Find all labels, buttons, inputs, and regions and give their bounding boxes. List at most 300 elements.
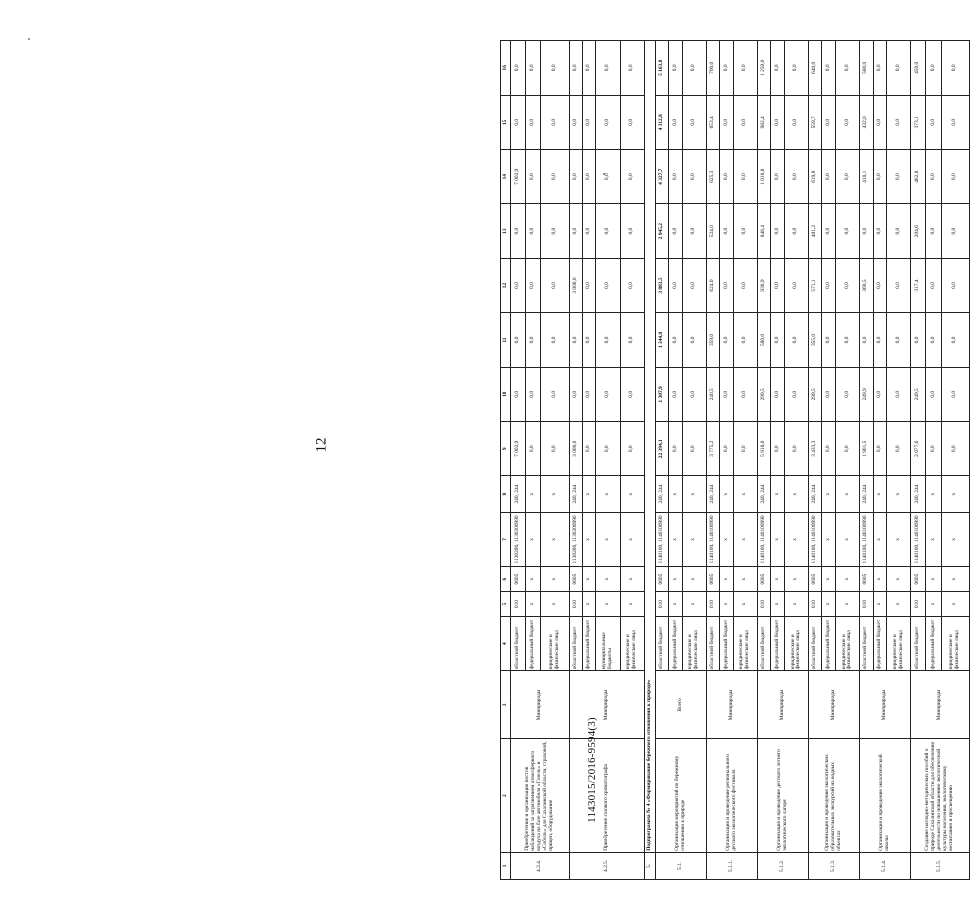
amount-cell: 369,5 [860, 258, 873, 312]
column-number: 1 [501, 852, 511, 879]
column-number: 12 [501, 258, 511, 312]
budget-code: х [669, 512, 682, 566]
amount-cell: 0,0 [822, 95, 835, 149]
amount-cell: 930,9 [758, 258, 771, 312]
amount-cell: 619,8 [809, 150, 822, 204]
budget-code: х [733, 592, 758, 617]
amount-cell: 0,0 [860, 313, 873, 367]
budget-code: 240, 244 [511, 476, 526, 512]
amount-cell: 1 344,0 [656, 313, 669, 367]
amount-cell: 240,5 [707, 367, 720, 421]
amount-cell: 0,0 [835, 95, 860, 149]
budget-code: 240, 244 [758, 476, 771, 512]
budget-code: х [886, 592, 911, 617]
budget-code: х [771, 567, 784, 592]
funding-source: областной бюджет [809, 617, 822, 671]
amount-cell: 299,5 [758, 367, 771, 421]
amount-cell: 0,0 [511, 95, 526, 149]
table-row [860, 41, 873, 880]
budget-code: 240, 244 [809, 476, 822, 512]
budget-code: х [784, 476, 809, 512]
amount-cell: 7 002,9 [511, 422, 526, 476]
budget-code: 1130200, 1130200990 [511, 512, 526, 566]
budget-code: х [835, 592, 860, 617]
column-number: 6 [501, 567, 511, 592]
amount-cell: 0,0 [873, 150, 886, 204]
amount-cell: 0,0 [926, 422, 941, 476]
budget-code: х [596, 476, 621, 512]
budget-code: х [582, 476, 595, 512]
amount-cell: 0,0 [682, 150, 707, 204]
amount-cell: 0,0 [720, 150, 733, 204]
amount-cell: 0,0 [620, 313, 645, 367]
funding-source: юридические и физические лица [541, 617, 569, 671]
amount-cell: 0,0 [835, 313, 860, 367]
amount-cell: 0,0 [835, 41, 860, 96]
column-number: 4 [501, 617, 511, 671]
budget-code: х [682, 476, 707, 512]
amount-cell: 0,0 [941, 258, 969, 312]
amount-cell: 0,0 [511, 367, 526, 421]
budget-code: х [541, 592, 569, 617]
amount-cell: 317,4 [911, 258, 926, 312]
amount-cell: 5 918,0 [758, 422, 771, 476]
amount-cell: 0,0 [541, 41, 569, 96]
amount-cell: 450,0 [911, 41, 926, 96]
budget-code: х [822, 592, 835, 617]
budget-code: х [526, 592, 541, 617]
amount-cell: 0,0 [682, 41, 707, 96]
amount-cell: 0,0 [822, 204, 835, 258]
funding-schedule-table [500, 40, 970, 880]
amount-cell: 0,0 [941, 150, 969, 204]
budget-code: х [835, 476, 860, 512]
amount-cell: 0,0 [926, 95, 941, 149]
amount-cell: 0,0 [771, 313, 784, 367]
amount-cell: 4 327,7 [656, 150, 669, 204]
amount-cell: 0,0 [733, 422, 758, 476]
amount-cell: 0,0 [822, 313, 835, 367]
funding-source: федеральный бюджет [822, 617, 835, 671]
budget-code: х [771, 512, 784, 566]
amount-cell: 7 002,9 [511, 150, 526, 204]
amount-cell: 0,0 [569, 204, 582, 258]
funding-source: юридические и физические лица [620, 617, 645, 671]
amount-cell: 0,0 [733, 150, 758, 204]
amount-cell: 700,0 [707, 41, 720, 96]
column-number: 2 [501, 739, 511, 852]
column-number: 16 [501, 41, 511, 96]
amount-cell: 0,0 [669, 41, 682, 96]
item-executor: Минприроды [911, 671, 970, 739]
amount-cell: 0,0 [873, 41, 886, 96]
amount-cell: 0,0 [733, 95, 758, 149]
amount-cell: 0,0 [582, 41, 595, 96]
amount-cell: 0,0 [873, 422, 886, 476]
amount-cell: 0,0 [926, 41, 941, 96]
budget-code: 240, 244 [656, 476, 669, 512]
amount-cell: 359,0 [707, 313, 720, 367]
amount-cell: 0,0 [926, 367, 941, 421]
table-row [809, 41, 822, 880]
budget-code: х [941, 512, 969, 566]
budget-code: х [771, 592, 784, 617]
budget-code: х [941, 592, 969, 617]
item-name: Приобретение газового хроматографа [569, 739, 645, 852]
budget-code: 1140100, 1140100990 [911, 512, 926, 566]
amount-cell: 1 016,8 [758, 150, 771, 204]
funding-source: областной бюджет [911, 617, 926, 671]
budget-code: 1140100, 1140100990 [707, 512, 720, 566]
amount-cell: 0,0 [526, 41, 541, 96]
amount-cell: 0,0 [835, 258, 860, 312]
amount-cell: 0,0 [596, 313, 621, 367]
budget-code: х [720, 476, 733, 512]
amount-cell: 0,0 [569, 313, 582, 367]
amount-cell: 0,0 [886, 422, 911, 476]
amount-cell: 580,0 [860, 41, 873, 96]
amount-cell: 462,8 [911, 150, 926, 204]
amount-cell: 0,0 [511, 41, 526, 96]
amount-cell: 0,0 [620, 95, 645, 149]
budget-code: х [835, 512, 860, 566]
amount-cell: 0,0 [720, 422, 733, 476]
amount-cell: 0,0 [569, 367, 582, 421]
amount-cell: 0,0 [682, 95, 707, 149]
amount-cell: 524,0 [707, 204, 720, 258]
amount-cell: 0,0 [569, 41, 582, 96]
item-name: Организация мероприятий по бережному отношению к природе [656, 739, 707, 852]
amount-cell: 0,0 [511, 204, 526, 258]
budget-code: х [596, 512, 621, 566]
budget-code: х [733, 567, 758, 592]
column-number: 15 [501, 95, 511, 149]
budget-code: 0605 [707, 567, 720, 592]
amount-cell: 0,0 [873, 313, 886, 367]
amount-cell: 0,0 [596, 422, 621, 476]
amount-cell: 1 307,9 [656, 367, 669, 421]
amount-cell: 0,0 [511, 313, 526, 367]
amount-cell: 3 433,3 [809, 422, 822, 476]
budget-code: 0605 [809, 567, 822, 592]
amount-cell: 249,5 [911, 367, 926, 421]
budget-code: 0605 [911, 567, 926, 592]
amount-cell: 0,0 [835, 204, 860, 258]
amount-cell: 1 901,5 [860, 422, 873, 476]
budget-code: 010 [809, 592, 822, 617]
section-title: Подпрограмма № 4 «Формирование бережного отношения к природе» [645, 41, 656, 853]
amount-cell: 0,0 [784, 258, 809, 312]
amount-cell: 0,0 [886, 41, 911, 96]
amount-cell: 0,0 [926, 313, 941, 367]
amount-cell: 0,0 [620, 150, 645, 204]
amount-cell: 0,0 [569, 150, 582, 204]
budget-code: х [886, 512, 911, 566]
amount-cell: 571,1 [809, 258, 822, 312]
budget-code: х [835, 567, 860, 592]
item-executor: Всего [656, 671, 707, 739]
budget-code: 010 [707, 592, 720, 617]
amount-cell: 0,0 [822, 150, 835, 204]
amount-cell: 0,0 [784, 95, 809, 149]
amount-cell: 0,0 [941, 422, 969, 476]
amount-cell: 0,0 [720, 204, 733, 258]
budget-code: х [526, 567, 541, 592]
budget-code: 0605 [758, 567, 771, 592]
item-number: 5.1.5. [911, 852, 970, 879]
amount-cell: 0,0 [733, 313, 758, 367]
budget-code: х [596, 567, 621, 592]
amount-cell: 0,0 [582, 367, 595, 421]
amount-cell: 0,0 [669, 150, 682, 204]
budget-code: х [926, 592, 941, 617]
budget-code: 010 [511, 592, 526, 617]
amount-cell: 653,4 [707, 95, 720, 149]
amount-cell: 0,0 [682, 422, 707, 476]
budget-code: х [669, 592, 682, 617]
amount-cell: 0,0 [822, 367, 835, 421]
table-row [656, 41, 669, 880]
amount-cell: 4 312,8 [656, 95, 669, 149]
amount-cell: 0,0 [771, 95, 784, 149]
amount-cell: 0,0 [526, 313, 541, 367]
item-number: 5.1.2. [758, 852, 809, 879]
budget-code: 1140100, 1140100990 [758, 512, 771, 566]
amount-cell: 0,0 [771, 41, 784, 96]
amount-cell: 0,0 [541, 150, 569, 204]
item-executor: Минприроды [758, 671, 809, 739]
amount-cell: 0,0 [873, 258, 886, 312]
column-number: 9 [501, 422, 511, 476]
column-number: 5 [501, 592, 511, 617]
funding-source: юридические и физические лица [941, 617, 969, 671]
amount-cell: 0,0 [541, 204, 569, 258]
item-number: 5.1.3. [809, 852, 860, 879]
budget-code: х [784, 592, 809, 617]
item-executor: Минприроды [860, 671, 911, 739]
item-name: Приобретение и организация постов наблюдений за загрязнением атмосферного воздуха на базе автомобиля «Газель» и «Соболь» для Сахалинской области, страховой, прицеп, оборудование [511, 739, 570, 852]
amount-cell: 299,5 [809, 367, 822, 421]
amount-cell: 0,0 [582, 258, 595, 312]
amount-cell: 0,0 [873, 204, 886, 258]
amount-cell: 410,1 [860, 150, 873, 204]
budget-code: х [541, 567, 569, 592]
amount-cell: 0,0 [784, 204, 809, 258]
amount-cell: 0,0 [771, 258, 784, 312]
budget-code: х [682, 512, 707, 566]
column-number: 11 [501, 313, 511, 367]
amount-cell: 0,0 [569, 95, 582, 149]
amount-cell: 0,0 [941, 95, 969, 149]
table-row [911, 41, 926, 880]
column-number-row [501, 41, 511, 880]
funding-source: федеральный бюджет [926, 617, 941, 671]
funding-source: областной бюджет [569, 617, 582, 671]
amount-cell: 0,0 [620, 41, 645, 96]
budget-code: х [620, 476, 645, 512]
funding-source: областной бюджет [511, 617, 526, 671]
item-executor: Минприроды [511, 671, 570, 739]
budget-code: 1140100, 1140100990 [656, 512, 669, 566]
budget-code: х [582, 592, 595, 617]
amount-cell: 249,9 [860, 367, 873, 421]
amount-cell: 5 163,0 [656, 41, 669, 96]
amount-cell: 0,0 [720, 95, 733, 149]
funding-source: областной бюджет [656, 617, 669, 671]
item-number: 4.2.4. [511, 852, 570, 879]
item-number: 4.2.5. [569, 852, 645, 879]
amount-cell: 0,0 [886, 204, 911, 258]
amount-cell: 0,0 [720, 367, 733, 421]
table-row [569, 41, 582, 880]
amount-cell: 0,0 [526, 258, 541, 312]
amount-cell: 0,0 [511, 258, 526, 312]
amount-cell: 0,0 [526, 367, 541, 421]
funding-source: юридические и физические лица [835, 617, 860, 671]
budget-code: х [526, 512, 541, 566]
amount-cell: 0,0 [669, 313, 682, 367]
section-number: 5. [645, 852, 656, 879]
budget-code: х [771, 476, 784, 512]
budget-code: х [541, 512, 569, 566]
amount-cell: 0,0 [526, 150, 541, 204]
budget-code: х [941, 567, 969, 592]
amount-cell: 0,0 [682, 313, 707, 367]
budget-code: х [886, 476, 911, 512]
budget-code: 240, 244 [911, 476, 926, 512]
amount-cell: 3 883,5 [656, 258, 669, 312]
budget-code: 010 [911, 592, 926, 617]
amount-cell: 0,0 [886, 258, 911, 312]
amount-cell: 0,0 [941, 367, 969, 421]
amount-cell: 625,3 [707, 150, 720, 204]
amount-cell: 0,0 [886, 150, 911, 204]
page-number: 12 [313, 437, 330, 453]
amount-cell: 0,0 [822, 41, 835, 96]
amount-cell: 0,0 [682, 367, 707, 421]
amount-cell: 0,0 [582, 313, 595, 367]
speck-mark [28, 38, 30, 40]
budget-code: 0605 [860, 567, 873, 592]
funding-source: федеральный бюджет [582, 617, 595, 671]
funding-source: федеральный бюджет [873, 617, 886, 671]
amount-cell: 0,0 [733, 258, 758, 312]
amount-cell: 0,0 [682, 204, 707, 258]
budget-code: 010 [569, 592, 582, 617]
amount-cell: 559,7 [809, 95, 822, 149]
amount-cell: 0,0 [835, 150, 860, 204]
amount-cell: 0,0 [582, 422, 595, 476]
amount-cell: 0,0 [784, 41, 809, 96]
amount-cell: 0,0 [596, 150, 621, 204]
amount-cell: 22 394,1 [656, 422, 669, 476]
amount-cell: 355,0 [809, 313, 822, 367]
budget-code: 010 [656, 592, 669, 617]
amount-cell: 0,0 [669, 422, 682, 476]
budget-code: х [720, 512, 733, 566]
amount-cell: 0,0 [771, 422, 784, 476]
amount-cell: 0,0 [733, 41, 758, 96]
column-number: 3 [501, 671, 511, 739]
funding-source: федеральный бюджет [669, 617, 682, 671]
budget-code: 0605 [569, 567, 582, 592]
item-name: Создание наглядно-методических пособий о природе Сахалинской области для обеспечения деятельности по повышению экологической культуры населения, экологическому воспитанию и просвещению [911, 739, 970, 852]
amount-cell: 0,0 [541, 258, 569, 312]
amount-cell: 0,0 [835, 367, 860, 421]
budget-code: 0605 [511, 567, 526, 592]
amount-cell: 0,0 [941, 41, 969, 96]
amount-cell: 0,0 [720, 41, 733, 96]
budget-code: х [822, 567, 835, 592]
document-code: 1143015/2016-9594(3) [586, 717, 598, 823]
budget-code: х [541, 476, 569, 512]
amount-cell: 624,0 [707, 258, 720, 312]
amount-cell: 0,0 [822, 422, 835, 476]
column-number: 13 [501, 204, 511, 258]
amount-cell: 0,0 [620, 204, 645, 258]
amount-cell: 0,0 [733, 367, 758, 421]
funding-source: федеральный бюджет [526, 617, 541, 671]
amount-cell: 0,0 [886, 367, 911, 421]
amount-cell: 0,0 [886, 95, 911, 149]
amount-cell: 0,0 [926, 150, 941, 204]
budget-code: х [926, 567, 941, 592]
item-executor: Минприроды [809, 671, 860, 739]
amount-cell: 2 077,6 [911, 422, 926, 476]
rotated-table-container [500, 40, 970, 880]
amount-cell: 0,0 [886, 313, 911, 367]
amount-cell: 0,0 [784, 313, 809, 367]
amount-cell: 0,0 [669, 258, 682, 312]
budget-code: 240, 244 [707, 476, 720, 512]
budget-code: х [620, 592, 645, 617]
amount-cell: 0,0 [526, 422, 541, 476]
amount-cell: 0,0 [941, 204, 969, 258]
budget-code: х [784, 567, 809, 592]
budget-code: х [886, 567, 911, 592]
amount-cell: 0,0 [822, 258, 835, 312]
amount-cell: 0,0 [784, 150, 809, 204]
budget-code: х [784, 512, 809, 566]
funding-source: юридические и физические лица [682, 617, 707, 671]
item-number: 5.1.1. [707, 852, 758, 879]
amount-cell: 0,0 [720, 313, 733, 367]
budget-code: 010 [758, 592, 771, 617]
amount-cell: 0,0 [596, 258, 621, 312]
amount-cell: 0,0 [541, 95, 569, 149]
budget-code: 240, 244 [569, 476, 582, 512]
amount-cell: 432,0 [860, 95, 873, 149]
amount-cell: 0,0 [926, 204, 941, 258]
budget-code: 1140100, 1140100990 [809, 512, 822, 566]
budget-code: х [926, 512, 941, 566]
amount-cell: 0,0 [873, 95, 886, 149]
amount-cell: 848,4 [758, 204, 771, 258]
amount-cell: 0,0 [620, 422, 645, 476]
column-number: 14 [501, 150, 511, 204]
budget-code: х [926, 476, 941, 512]
amount-cell: 373,1 [911, 95, 926, 149]
item-name: Организация и проведение детского летнего экологического лагеря [758, 739, 809, 852]
amount-cell: 0,0 [582, 150, 595, 204]
amount-cell: 3 000,0 [569, 422, 582, 476]
amount-cell: 0,0 [771, 150, 784, 204]
amount-cell: 0,0 [873, 367, 886, 421]
item-name: Организация и проведение экологических образовательных экскурсий на водных объектах [809, 739, 860, 852]
amount-cell: 0,0 [596, 95, 621, 149]
budget-code: х [669, 476, 682, 512]
item-name: Организация и проведение экологической школы [860, 739, 911, 852]
